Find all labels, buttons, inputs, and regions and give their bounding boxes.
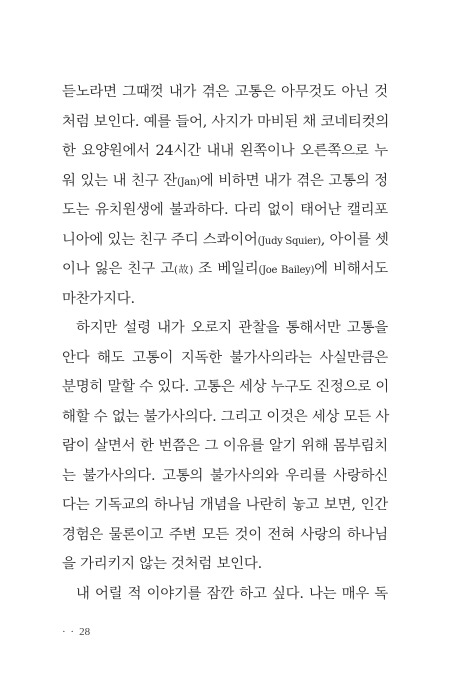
text-line: 경험은 물론이고 주변 모든 것이 전혀 사랑의 하나님 (62, 526, 388, 543)
text-run: 워 있는 내 친구 잔 (62, 172, 177, 189)
text-line: 다는 기독교의 하나님 개념을 나란히 놓고 보면, 인간 (62, 497, 388, 513)
romanization: (Jan) (177, 176, 200, 188)
folio-dots: · · (62, 626, 76, 638)
romanization: (Judy Squier) (257, 235, 321, 247)
text-line (62, 167, 388, 197)
text-run: 조 베일리 (192, 261, 259, 277)
text-line: 안다 해도 고통이 지독한 불가사의라는 사실만큼은 (62, 349, 388, 366)
text-line: 마찬가지다. (62, 290, 135, 307)
text-line: 처럼 보인다. 예를 들어, 사지가 마비된 채 코네티컷의 (62, 113, 390, 130)
text-line (62, 226, 388, 256)
text-line: 듣노라면 그때껏 내가 겪은 고통은 아무것도 아닌 것 (62, 84, 388, 100)
text-line: 내 어릴 적 이야기를 잠깐 하고 싶다. 나는 매우 독 (76, 585, 388, 602)
text-line: 분명히 말할 수 있다. 고통은 세상 누구도 진정으로 이 (62, 379, 390, 395)
page-number: 28 (79, 626, 91, 638)
text-line: 을 가리키지 않는 것처럼 보인다. (62, 556, 262, 572)
paragraph (62, 580, 388, 610)
text-run: 에 비해서도 (314, 261, 388, 277)
text-line: 해할 수 없는 불가사의다. 그리고 이것은 세상 모든 사 (62, 408, 390, 425)
text-line: 는 불가사의다. 고통의 불가사의와 우리를 사랑하신 (62, 467, 388, 484)
body-text (62, 78, 388, 609)
page-footer (62, 626, 90, 638)
text-line: 도는 유치원생에 불과하다. 다리 없이 태어난 캘리포 (62, 202, 388, 218)
hanja-annotation: (故) (174, 265, 193, 276)
text-line: 한 요양원에서 24시간 내내 왼쪽이나 오른쪽으로 누 (62, 143, 388, 159)
text-line (62, 255, 388, 285)
paragraph (62, 314, 388, 580)
text-run: 니아에 있는 친구 주디 스콰이어 (62, 231, 258, 248)
romanization: (Joe Bailey) (258, 265, 315, 276)
text-run: , 아이를 셋 (320, 231, 389, 248)
text-line: 하지만 설령 내가 오로지 관찰을 통해서만 고통을 (76, 320, 388, 336)
text-run: 이나 잃은 친구 고 (62, 261, 175, 277)
paragraph (62, 78, 388, 314)
text-run: 에 비하면 내가 겪은 고통의 정 (199, 172, 388, 189)
text-line: 람이 살면서 한 번쯤은 그 이유를 알기 위해 몸부림치 (62, 438, 388, 454)
